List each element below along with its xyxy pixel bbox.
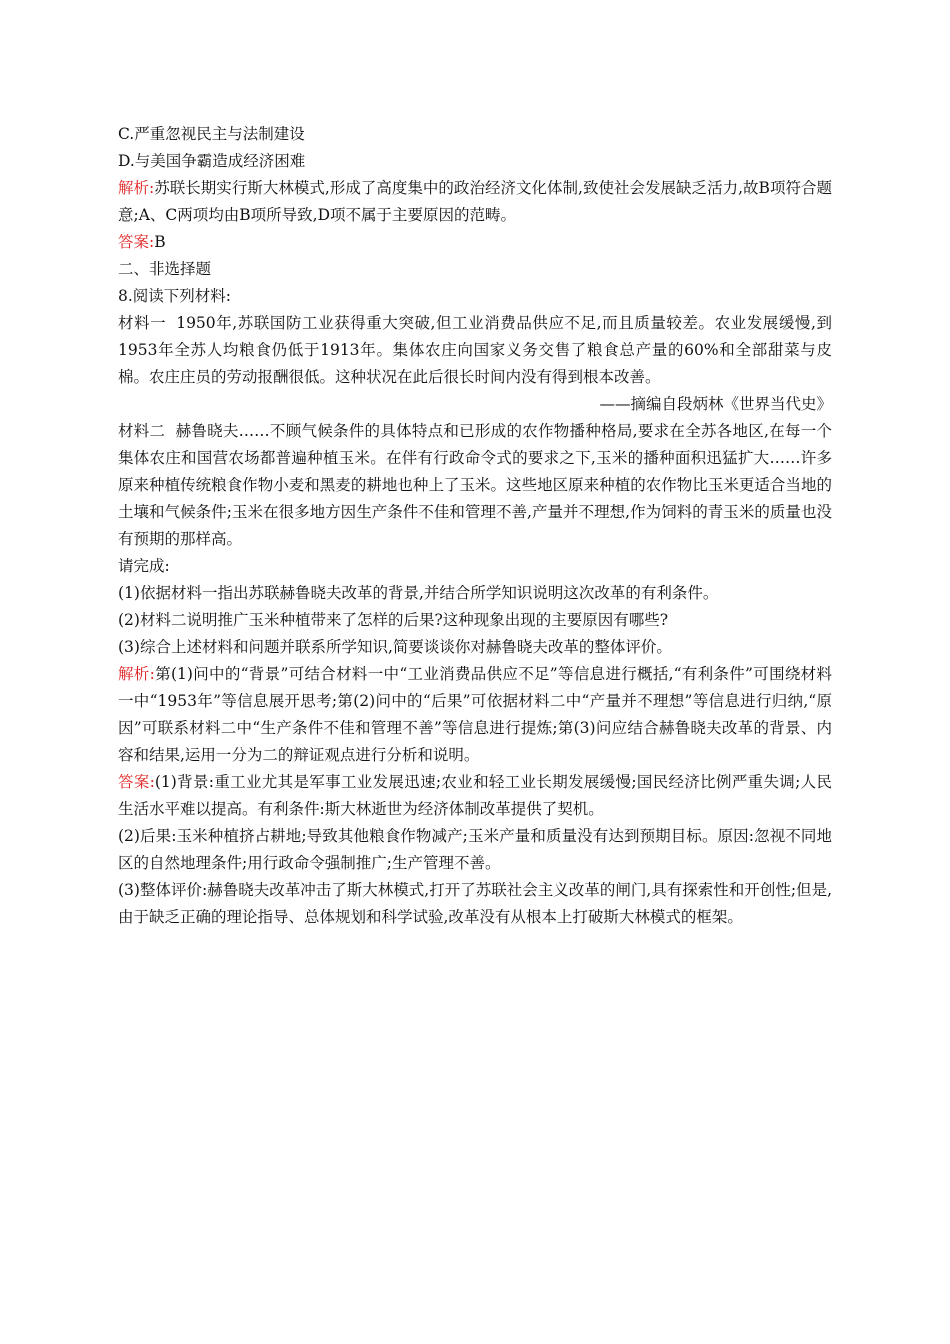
answer-text: B (154, 233, 166, 251)
option-c: C.严重忽视民主与法制建设 (118, 125, 305, 143)
material-2-text: 赫鲁晓夫……不顾气候条件的具体特点和已形成的农作物播种格局,要求在全苏各地区,在每一个集体农庄和国营农场都普遍种植玉米。在伴有行政命令式的要求之下,玉米的播种面积迅猛扩大……许多原来种植传统粮食作物小麦和黑麦的耕地也种上了玉米。这些地区原来种植的农作物比玉米更适合当地的土壤和气候条件;玉米在很多地方因生产条件不佳和管理不善,产量并不理想,作为饲料的青玉米的质量也没有预期的那样高。 (118, 422, 832, 548)
material-2 (118, 418, 832, 553)
option-d: D.与美国争霸造成经济困难 (118, 152, 306, 170)
analysis-text: 苏联长期实行斯大林模式,形成了高度集中的政治经济文化体制,致使社会发展缺乏活力,故B项符合题意;A、C两项均由B项所导致,D项不属于主要原因的范畴。 (118, 179, 832, 224)
document-page (118, 121, 832, 931)
q8-prompt: 请完成: (118, 557, 170, 575)
analysis-text: 第(1)问中的“背景”可结合材料一中“工业消费品供应不足”等信息进行概括,“有利条件”可围绕材料一中“1953年”等信息展开思考;第(2)问中的“后果”可依据材料二中“产量并不理想”等信息进行归纳,“原因”可联系材料二中“生产条件不佳和管理不善”等信息进行提炼;第(3)问应结合赫鲁晓夫改革的背景、内容和结果,运用一分为二的辩证观点进行分析和说明。 (118, 665, 832, 764)
q8-sub2: (2)材料二说明推广玉米种植带来了怎样的后果?这种现象出现的主要原因有哪些? (118, 611, 669, 629)
answer-text-1: (1)背景:重工业尤其是军事工业发展迅速;农业和轻工业长期发展缓慢;国民经济比例严重失调;人民生活水平难以提高。有利条件:斯大林逝世为经济体制改革提供了契机。 (118, 773, 832, 818)
material-1 (118, 310, 832, 391)
analysis-label: 解析: (118, 665, 155, 683)
answer-label: 答案: (118, 773, 155, 791)
material-1-source: ——摘编自段炳林《世界当代史》 (599, 395, 832, 413)
q8-analysis (118, 661, 832, 769)
q8-sub1: (1)依据材料一指出苏联赫鲁晓夫改革的背景,并结合所学知识说明这次改革的有利条件。 (118, 584, 719, 602)
q8-stem: 8.阅读下列材料: (118, 287, 232, 305)
material-2-label: 材料二 (118, 422, 166, 440)
q7-analysis (118, 175, 832, 229)
material-1-label: 材料一 (118, 314, 167, 332)
q8-answer-2: (2)后果:玉米种植挤占耕地;导致其他粮食作物减产;玉米产量和质量没有达到预期目标。原因:忽视不同地区的自然地理条件;用行政命令强制推广;生产管理不善。 (118, 827, 832, 872)
answer-label: 答案: (118, 233, 155, 251)
q7-answer (118, 229, 832, 256)
q8-sub3: (3)综合上述材料和问题并联系所学知识,简要谈谈你对赫鲁晓夫改革的整体评价。 (118, 638, 672, 656)
section-title: 二、非选择题 (118, 260, 212, 278)
material-1-text: 1950年,苏联国防工业获得重大突破,但工业消费品供应不足,而且质量较差。农业发展缓慢,到1953年全苏人均粮食仍低于1913年。集体农庄向国家义务交售了粮食总产量的60%和全部甜菜与皮棉。农庄庄员的劳动报酬很低。这种状况在此后很长时间内没有得到根本改善。 (118, 314, 832, 386)
q8-answer-3: (3)整体评价:赫鲁晓夫改革冲击了斯大林模式,打开了苏联社会主义改革的闸门,具有探索性和开创性;但是,由于缺乏正确的理论指导、总体规划和科学试验,改革没有从根本上打破斯大林模式的框架。 (118, 881, 832, 926)
q8-answer-1 (118, 769, 832, 823)
analysis-label: 解析: (118, 179, 155, 197)
